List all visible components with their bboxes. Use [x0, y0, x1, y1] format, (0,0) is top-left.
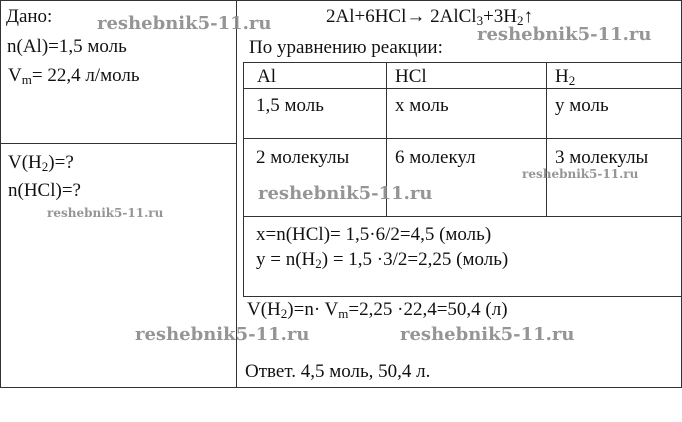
watermark-6: reshebnik5-11.ru: [135, 324, 310, 345]
reaction-equation: $2Al+6HCl\to 2AlCl_3+3H_2↑$: [326, 6, 534, 28]
table-calc-rule: [243, 216, 682, 217]
table-bottom: [243, 296, 682, 297]
table-cell-h2-molecules: 3 молекулы: [555, 147, 649, 168]
find-amount-hcl: n(HCl)=?: [8, 180, 81, 201]
border-bottom: [0, 387, 682, 388]
table-header-hcl: HCl: [395, 66, 427, 87]
watermark-1: reshebnik5-11.ru: [97, 13, 272, 34]
given-molar-volume: $V_m= 22,4$ л/моль: [8, 65, 140, 87]
table-row-rule: [243, 138, 682, 139]
table-cell-hcl-amount: х моль: [395, 95, 449, 116]
border-top: [0, 0, 682, 1]
table-header-al: Al: [257, 66, 276, 87]
by-equation-heading: По уравнению реакции:: [249, 37, 443, 58]
table-left: [243, 62, 244, 297]
watermark-5: reshebnik5-11.ru: [47, 206, 164, 220]
given-find-divider: [0, 143, 237, 144]
table-top: [243, 62, 682, 63]
watermark-7: reshebnik5-11.ru: [400, 324, 575, 345]
watermark-3: reshebnik5-11.ru: [258, 183, 433, 204]
calc-y-line: $у = n(H_2) = 1,5 \cdot 3/2=2,25$ (моль): [256, 249, 509, 271]
find-volume-h2: $V(H_2)=$?: [8, 152, 74, 174]
watermark-2: reshebnik5-11.ru: [477, 24, 652, 45]
table-header-h2: $H_2$: [555, 66, 576, 88]
given-header: Дано:: [6, 6, 53, 27]
table-cell-h2-amount: у моль: [555, 95, 609, 116]
table-cell-al-molecules: 2 молекулы: [256, 147, 350, 168]
volume-calculation: $V(H_2)=n\cdot V_m=2,25 \cdot 22,4=50,4$ (л): [247, 299, 508, 321]
border-left: [0, 0, 1, 388]
calc-x-line: х=n(HCl)= 1,5·6/2=4,5 (моль): [256, 224, 492, 245]
table-cell-al-amount: 1,5 моль: [256, 95, 324, 116]
watermark-4: reshebnik5-11.ru: [522, 167, 639, 181]
table-cell-hcl-molecules: 6 молекул: [395, 147, 476, 168]
final-answer: Ответ. 4,5 моль, 50,4 л.: [245, 361, 431, 382]
table-col-rule-2: [546, 62, 547, 217]
table-header-rule: [243, 88, 682, 89]
given-amount-al: n(Al)=1,5 моль: [7, 36, 127, 57]
